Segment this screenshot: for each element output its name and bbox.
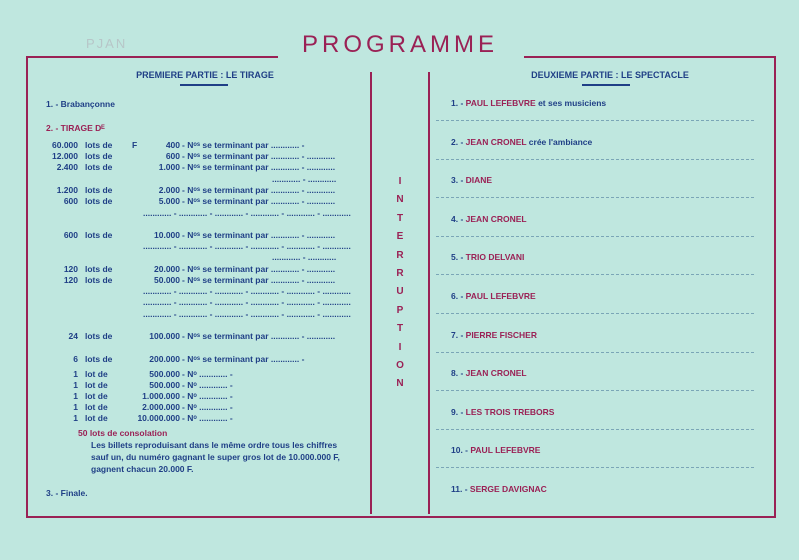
right-heading-underline: [582, 84, 630, 86]
item-brabanconne: 1. - Brabançonne: [46, 99, 115, 109]
lot-label: lots de: [85, 151, 113, 161]
spectacle-item-name: SERGE DAVIGNAC: [469, 484, 547, 494]
interruption-letter: U: [396, 286, 404, 298]
lot-numbers: - Nᵒˢ se terminant par ............ - ............: [182, 185, 336, 195]
spectacle-item-name: JEAN CRONEL: [465, 368, 527, 379]
frame-bottom: [26, 516, 776, 518]
item-tirage: 2. - TIRAGE Dᴱ: [46, 123, 105, 133]
spectacle-item-number: 11. -: [451, 484, 470, 494]
separator: [436, 390, 754, 391]
spectacle-item-number: 10. -: [451, 445, 471, 456]
lot-quantity: 1: [73, 369, 78, 379]
frame-left: [26, 56, 28, 518]
lot-amount: 10.000.000: [137, 413, 180, 423]
lot-numbers: - Nᵒˢ se terminant par ............ - ............: [182, 331, 336, 341]
lot-amount: 100.000: [149, 331, 180, 341]
lot-numbers: ............ - ............ - ............ - ............ - ............ - ............: [143, 241, 351, 251]
left-heading-underline: [180, 84, 228, 86]
spectacle-item-number: 6. -: [451, 291, 466, 301]
interruption-letter: R: [396, 268, 404, 279]
separator: [436, 352, 754, 353]
lot-quantity: 1: [73, 402, 78, 412]
spectacle-item-number: 2. -: [451, 136, 466, 147]
spectacle-item: [451, 407, 554, 417]
lot-amount: 5.000: [158, 196, 180, 206]
lot-quantity: 12.000: [52, 151, 78, 161]
lot-amount: 1.000: [158, 162, 180, 172]
lot-label: lots de: [85, 230, 113, 240]
lot-numbers: ............ - ............: [272, 252, 337, 262]
lot-label: lots de: [85, 275, 113, 285]
lot-quantity: 1: [73, 380, 78, 390]
lot-label: lots de: [85, 140, 113, 150]
spectacle-item-name: TRIO DELVANI: [465, 252, 525, 263]
interruption-letter: T: [396, 323, 404, 335]
spectacle-item-number: 4. -: [451, 213, 466, 224]
frame-top-right: [524, 56, 776, 58]
spectacle-item-number: 5. -: [451, 252, 466, 263]
divider-left: [370, 72, 372, 514]
consolation-line-3: gagnent chacun 20.000 F.: [91, 464, 194, 474]
stamp: PJAN: [86, 36, 128, 51]
lot-numbers: - Nᵒ ............ -: [182, 402, 233, 412]
interruption-letter: E: [396, 231, 404, 243]
separator: [436, 236, 754, 237]
right-heading: DEUXIEME PARTIE : LE SPECTACLE: [531, 70, 689, 80]
spectacle-item: [451, 368, 527, 378]
interruption-letter: I: [398, 176, 402, 187]
frame-right: [774, 56, 776, 518]
left-heading: PREMIERE PARTIE : LE TIRAGE: [136, 70, 274, 80]
divider-right: [428, 72, 430, 514]
spectacle-item-name: LES TROIS TREBORS: [465, 406, 555, 417]
lot-numbers: ............ - ............ - ............ - ............ - ............ - ............: [143, 309, 351, 319]
spectacle-item-name: JEAN CRONEL: [465, 213, 527, 224]
lot-numbers: - Nᵒˢ se terminant par ............ - ............: [182, 162, 336, 172]
lot-amount: 2.000.000: [142, 402, 180, 412]
page-title: PROGRAMME: [301, 31, 498, 58]
spectacle-item-name: PAUL LEFEBVRE: [470, 445, 541, 456]
spectacle-item: [451, 175, 492, 185]
spectacle-item-name: PIERRE FISCHER: [465, 329, 537, 340]
spectacle-item-detail: crée l'ambiance: [526, 136, 593, 147]
consolation-line-1: Les billets reproduisant dans le même ordre tous les chiffres: [91, 440, 338, 450]
lot-label: lots de: [85, 185, 113, 195]
frame-top-left: [26, 56, 278, 58]
lot-numbers: - Nᵒˢ se terminant par ............ - ............: [182, 230, 336, 240]
spectacle-item: [451, 137, 592, 147]
spectacle-item: [451, 98, 606, 108]
lot-numbers: - Nᵒˢ se terminant par ............ - ............: [182, 151, 336, 161]
lot-quantity: 600: [63, 230, 78, 240]
lot-quantity: 24: [68, 331, 78, 341]
lot-quantity: 1.200: [56, 185, 78, 195]
lot-numbers: ............ - ............: [272, 174, 337, 184]
lot-quantity: 1: [73, 391, 78, 401]
lot-numbers: - Nᵒ ............ -: [182, 369, 233, 379]
spectacle-item-number: 7. -: [451, 329, 466, 340]
lot-label: lots de: [85, 264, 113, 274]
lot-label: lot de: [85, 391, 108, 401]
interruption-letter: N: [396, 378, 404, 390]
interruption-letter: I: [398, 341, 402, 353]
separator: [436, 313, 754, 314]
lot-quantity: 120: [63, 275, 78, 285]
lot-numbers: ............ - ............ - ............ - ............ - ............ - ............: [143, 297, 351, 307]
spectacle-item: [451, 330, 537, 340]
spectacle-item-detail: et ses musiciens: [535, 98, 607, 108]
lot-label: lot de: [85, 402, 108, 412]
lot-label: lots de: [85, 196, 113, 206]
spectacle-item-number: 8. -: [451, 368, 466, 379]
spectacle-item-number: 3. -: [451, 175, 466, 186]
spectacle-item-name: PAUL LEFEBVRE: [465, 98, 536, 108]
lot-numbers: - Nᵒˢ se terminant par ............ - ............: [182, 196, 336, 206]
lot-quantity: 60.000: [52, 140, 78, 150]
lot-numbers: - Nᵒ ............ -: [182, 380, 233, 390]
lot-label: lots de: [85, 162, 113, 172]
spectacle-item: [451, 214, 527, 224]
spectacle-item: [451, 252, 524, 262]
lot-numbers: ............ - ............ - ............ - ............ - ............ - ............: [143, 286, 351, 296]
lot-amount: 2.000: [158, 185, 180, 195]
interruption-letter: R: [396, 249, 404, 261]
spectacle-item: [451, 291, 536, 301]
lot-numbers: ............ - ............ - ............ - ............ - ............ - ............: [143, 208, 351, 218]
separator: [436, 197, 754, 198]
lot-amount: 50.000: [154, 275, 180, 285]
spectacle-item-name: JEAN CRONEL: [465, 136, 527, 147]
lot-numbers: - Nᵒˢ se terminant par ............ -: [182, 140, 305, 150]
lot-label: lots de: [85, 331, 113, 341]
spectacle-item: [451, 445, 540, 455]
lot-amount: 500.000: [149, 369, 180, 379]
separator: [436, 120, 754, 121]
lot-amount: 200.000: [149, 354, 180, 364]
lot-numbers: - Nᵒˢ se terminant par ............ - ............: [182, 275, 336, 285]
item-finale: 3. - Finale.: [46, 488, 88, 498]
separator: [436, 274, 754, 275]
consolation-title: 50 lots de consolation: [78, 428, 168, 438]
interruption-letter: O: [396, 360, 404, 371]
lot-numbers: - Nᵒˢ se terminant par ............ - ............: [182, 264, 336, 274]
lot-amount: 500.000: [149, 380, 180, 390]
consolation-line-2: sauf un, du numéro gagnant le super gros lot de 10.000.000 F,: [91, 452, 340, 462]
separator: [436, 467, 754, 468]
lot-quantity: 6: [73, 354, 78, 364]
lot-amount: 10.000: [154, 230, 180, 240]
lot-quantity: 2.400: [56, 162, 78, 172]
lot-amount: 600: [165, 151, 180, 161]
lot-label: lot de: [85, 369, 108, 379]
lot-numbers: - Nᵒ ............ -: [182, 391, 233, 401]
spectacle-item-name: DIANE: [465, 175, 493, 186]
lot-label: lot de: [85, 380, 108, 390]
spectacle-item-name: PAUL LEFEBVRE: [465, 291, 536, 301]
lot-quantity: 1: [73, 413, 78, 423]
interruption-letter: T: [396, 212, 404, 224]
lot-amount: 20.000: [154, 264, 180, 274]
lot-numbers: - Nᵒ ............ -: [182, 413, 233, 423]
spectacle-item: [451, 484, 547, 494]
lot-currency: F: [132, 140, 138, 150]
lot-numbers: - Nᵒˢ se terminant par ............ -: [182, 354, 305, 364]
separator: [436, 429, 754, 430]
lot-amount: 400: [165, 140, 180, 150]
lot-quantity: 120: [63, 264, 78, 274]
separator: [436, 159, 754, 160]
spectacle-item-number: 1. -: [451, 98, 466, 108]
interruption-letter: P: [396, 304, 404, 316]
lot-label: lots de: [85, 354, 113, 364]
lot-quantity: 600: [63, 196, 78, 206]
lot-label: lot de: [85, 413, 108, 423]
lot-amount: 1.000.000: [142, 391, 180, 401]
interruption-letter: N: [396, 194, 404, 206]
spectacle-item-number: 9. -: [451, 406, 466, 417]
